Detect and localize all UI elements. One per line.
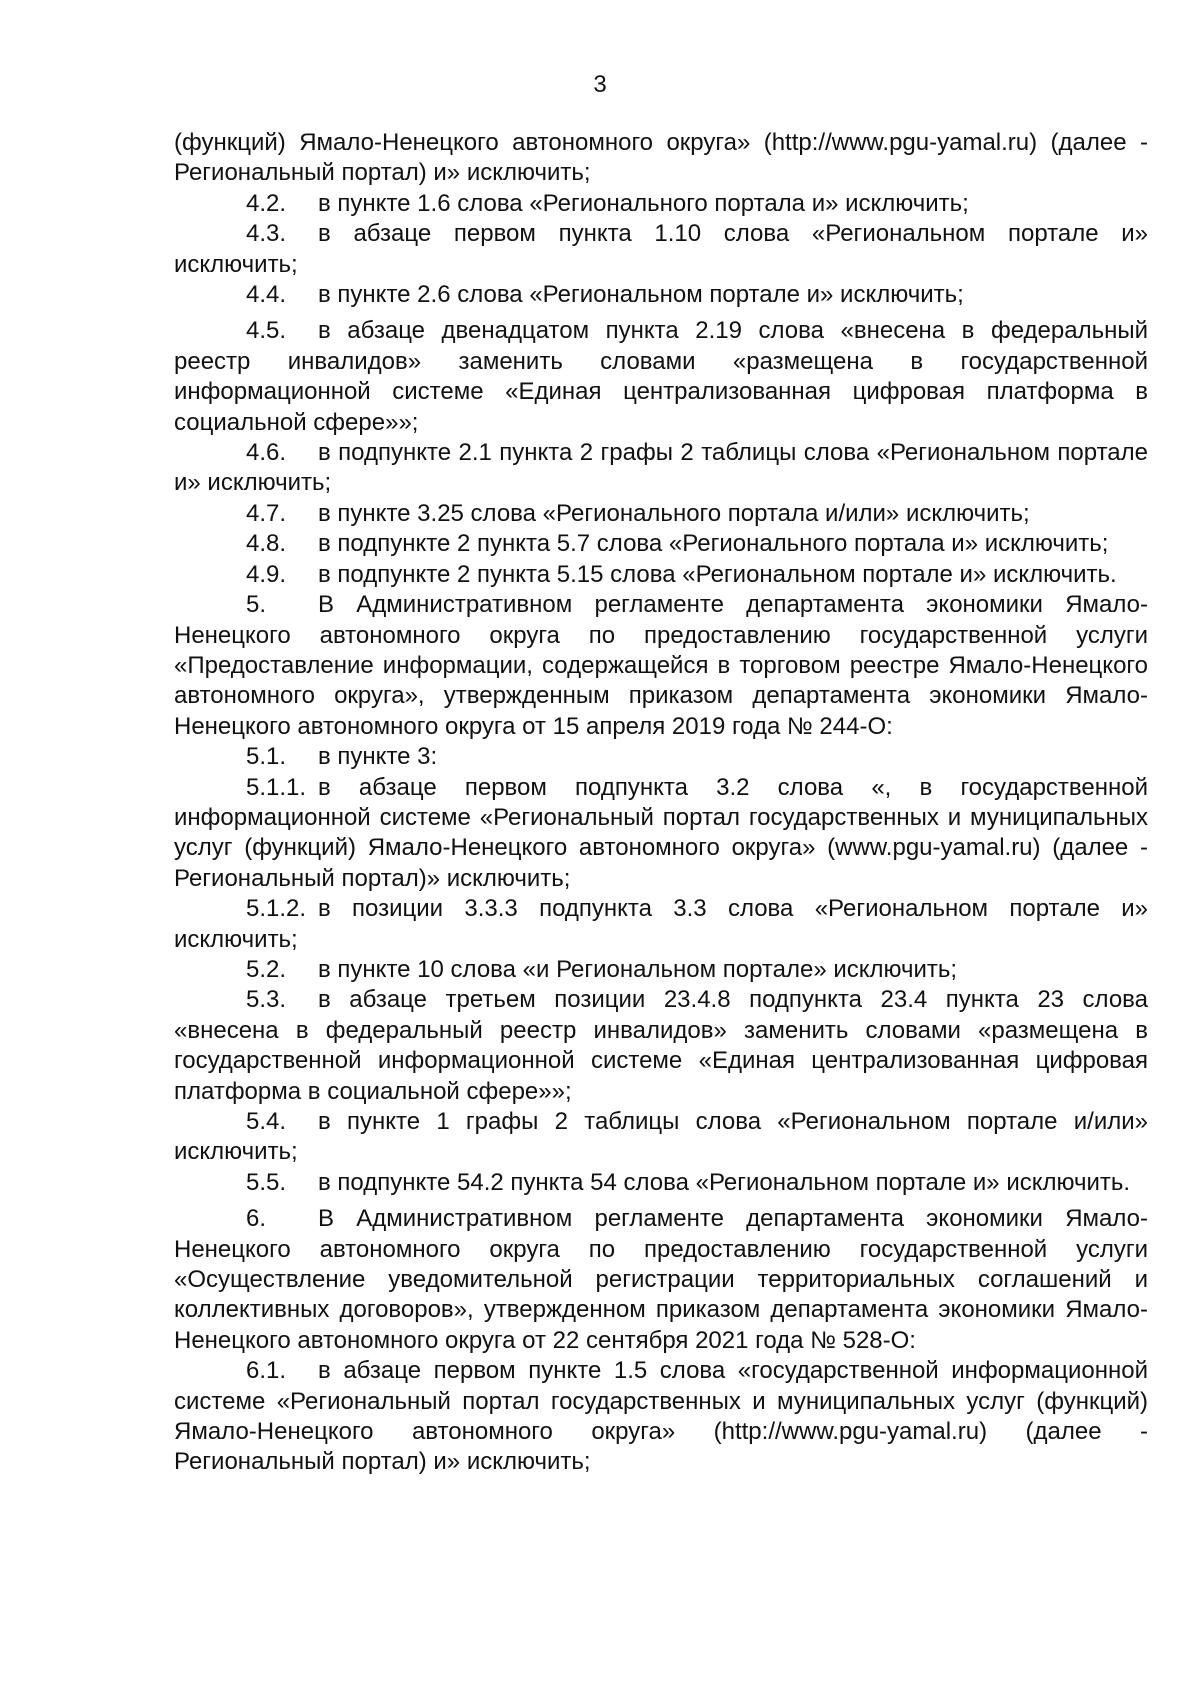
item-5-3	[174, 985, 1148, 1107]
item-text: в абзаце первом подпункта 3.2 слова «, в государственной информационной системе «Региональный портал государственных и муниципальных услуг (функций) Ямало-Ненецкого автономного округа» (www.pgu-yamal.ru) (далее - Региональный портал)» исключить;	[174, 773, 1148, 892]
item-number: 5.1.	[246, 743, 287, 771]
item-5	[174, 590, 1148, 742]
item-text: в пункте 1.6 слова «Регионального портала и» исключить;	[318, 189, 969, 217]
item-4-7	[174, 499, 1148, 529]
item-5-1	[174, 742, 1148, 772]
item-5-1-2	[174, 894, 1148, 955]
item-4-9	[174, 560, 1148, 590]
item-number: 6.1.	[246, 1357, 287, 1385]
item-5-5	[174, 1168, 1148, 1198]
item-text: в пункте 10 слова «и Региональном портале» исключить;	[318, 955, 958, 983]
item-number: 5.3.	[246, 986, 287, 1014]
item-4-5	[174, 316, 1148, 438]
item-text: в пункте 3.25 слова «Регионального портала и/или» исключить;	[318, 499, 1030, 527]
item-text: в пункте 1 графы 2 таблицы слова «Региональном портале и/или» исключить;	[174, 1108, 1148, 1166]
item-number: 6.	[246, 1205, 267, 1233]
item-4-4	[174, 280, 1148, 310]
item-number: 5.1.2.	[246, 895, 307, 923]
item-4-2	[174, 189, 1148, 219]
item-number: 4.5.	[246, 317, 287, 345]
item-number: 4.9.	[246, 560, 287, 588]
item-text: в абзаце первом пункте 1.5 слова «государственной информационной системе «Региональный портал государственных и муниципальных услуг (функций) Ямало-Ненецкого автономного округа» (http://www.pgu-yamal.ru) (далее - Региональный портал) и» исключить;	[174, 1357, 1148, 1476]
paragraph-text: (функций) Ямало-Ненецкого автономного округа» (http://www.pgu-yamal.ru) (далее - Региональный портал) и» исключить;	[174, 129, 1148, 187]
item-number: 5.	[246, 591, 267, 619]
item-text: в пункте 2.6 слова «Региональном портале и» исключить;	[318, 281, 964, 309]
item-number: 5.2.	[246, 955, 287, 983]
page-number: 3	[593, 71, 607, 98]
item-text: в позиции 3.3.3 подпункта 3.3 слова «Региональном портале и» исключить;	[174, 895, 1148, 953]
item-text: В Административном регламенте департамента экономики Ямало-Ненецкого автономного округа по предоставлению государственной услуги «Предоставление информации, содержащейся в торговом реестре Ямало-Ненецкого автономного округа», утвержденным приказом департамента экономики Ямало-Ненецкого автономного округа от 15 апреля 2019 года № 244-О:	[174, 591, 1148, 740]
item-number: 4.6.	[246, 439, 287, 467]
item-number: 4.3.	[246, 220, 287, 248]
item-5-1-1	[174, 773, 1148, 895]
item-6-1	[174, 1356, 1148, 1478]
item-4-6	[174, 438, 1148, 499]
item-5-4	[174, 1107, 1148, 1168]
item-number: 5.1.1.	[246, 773, 307, 801]
item-number: 4.2.	[246, 189, 287, 217]
item-text: в пункте 3:	[318, 743, 438, 771]
item-number: 5.5.	[246, 1168, 287, 1196]
item-text: в подпункте 2 пункта 5.7 слова «Регионального портала и» исключить;	[318, 530, 1109, 558]
item-number: 4.8.	[246, 530, 287, 558]
item-4-3	[174, 219, 1148, 280]
item-number: 5.4.	[246, 1108, 287, 1135]
item-text: В Административном регламенте департамента экономики Ямало-Ненецкого автономного округа по предоставлению государственной услуги «Осуществление уведомительной регистрации территориальных соглашений и коллективных договоров», утвержденном приказом департамента экономики Ямало-Ненецкого автономного округа от 22 сентября 2021 года № 528-О:	[174, 1205, 1148, 1354]
item-text: в подпункте 2 пункта 5.15 слова «Региональном портале и» исключить.	[318, 560, 1117, 588]
item-number: 4.4.	[246, 281, 287, 309]
item-text: в подпункте 54.2 пункта 54 слова «Региональном портале и» исключить.	[318, 1168, 1131, 1196]
item-number: 4.7.	[246, 499, 287, 527]
item-text: в абзаце первом пункта 1.10 слова «Региональном портале и» исключить;	[174, 220, 1148, 278]
item-text: в абзаце третьем позиции 23.4.8 подпункта 23.4 пункта 23 слова «внесена в федеральный реестр инвалидов» заменить словами «размещена в государственной информационной системе «Единая централизованная цифровая платформа в социальной сфере»»;	[174, 986, 1148, 1105]
item-5-2	[174, 955, 1148, 985]
paragraph-continuation	[174, 128, 1148, 189]
item-4-8	[174, 529, 1148, 559]
document-body	[174, 128, 1148, 1478]
item-text: в подпункте 2.1 пункта 2 графы 2 таблицы слова «Региональном портале и» исключить;	[174, 439, 1148, 497]
item-6	[174, 1204, 1148, 1356]
item-text: в абзаце двенадцатом пункта 2.19 слова «внесена в федеральный реестр инвалидов» заменить словами «размещена в государственной информационной системе «Единая централизованная цифровая платформа в социальной сфере»»;	[174, 317, 1148, 436]
